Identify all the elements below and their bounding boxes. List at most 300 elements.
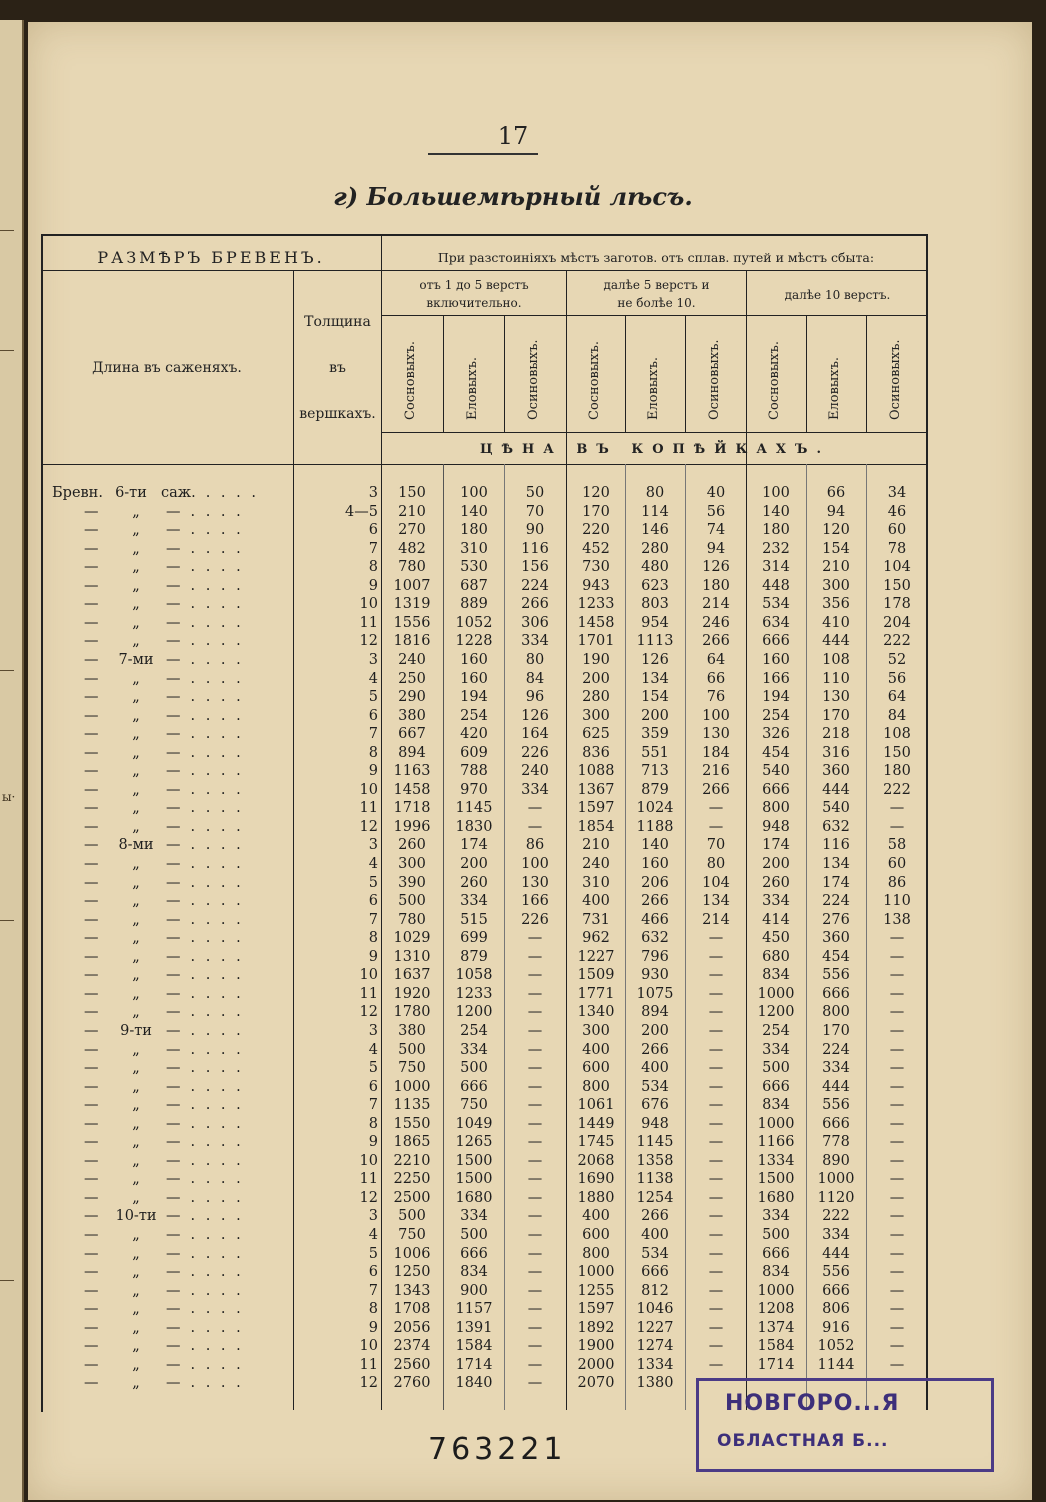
price-cell: 80 [706,856,726,872]
price-cell: 100 [762,485,790,501]
length-tail: — [166,633,181,650]
price-cell: — [527,1301,543,1318]
price-cell: 290 [398,689,426,706]
price-cell: 800 [582,1078,610,1095]
price-cell: 1334 [757,1152,795,1169]
price-cell: 836 [582,744,610,761]
length-value: „ [132,1115,140,1132]
length-lead: — [84,577,99,594]
length-tail: — [166,930,181,947]
thickness-cell: 11 [359,614,378,631]
length-value: „ [132,1375,140,1392]
price-cell: 500 [398,1208,426,1225]
price-cell: 666 [762,1245,790,1262]
price-cell: 1000 [577,1264,615,1281]
price-cell: 334 [822,1060,850,1077]
price-cell: 625 [582,726,610,743]
length-value: „ [132,1134,140,1151]
length-tail: — [166,781,181,798]
price-cell: — [889,1356,905,1373]
price-cell: — [708,985,724,1002]
price-cell: 2070 [577,1375,615,1392]
price-cell: 214 [702,596,730,613]
length-tail: — [166,1227,181,1243]
price-cell: 1166 [757,1134,795,1151]
price-cell: 1458 [577,614,615,631]
leader-dots: . . . . [190,614,244,631]
table-row [28,688,928,707]
length-value: „ [132,1171,140,1188]
price-cell: 1200 [455,1004,493,1021]
price-cell: 154 [822,540,850,557]
price-cell: 266 [641,893,669,910]
table-row [28,1041,928,1060]
thickness-cell: 7 [368,726,378,743]
thickness-cell: 5 [368,689,378,706]
price-cell: 170 [822,1022,850,1039]
price-cell: 334 [460,1041,488,1058]
price-cell: 356 [822,596,850,613]
leader-dots: . . . . [190,818,244,835]
price-cell: 390 [398,874,426,891]
table-row [28,874,928,893]
leader-dots: . . . . [190,1319,244,1336]
length-cell [52,1319,292,1338]
leader-dots: . . . . [190,522,244,539]
leader-dots: . . . . [190,1189,244,1206]
price-cell: 788 [460,763,488,780]
thickness-cell: 11 [359,800,378,817]
price-cell: 334 [460,1208,488,1225]
price-cell: 1374 [757,1319,795,1336]
price-cell: — [527,1060,543,1077]
price-cell: 266 [521,596,549,613]
price-cell: 359 [641,726,669,743]
thickness-cell: 8 [368,930,378,947]
price-cell: 1120 [817,1189,855,1206]
price-cell: 226 [521,911,549,928]
price-cell: 1367 [577,781,615,798]
price-cell: 52 [887,651,907,668]
price-cell: — [708,1134,724,1151]
length-value: „ [132,707,140,724]
length-lead: — [84,763,99,780]
length-cell [52,1003,292,1022]
length-lead: — [84,1097,99,1114]
table-row [28,1003,928,1022]
price-cell: 1200 [757,1004,795,1021]
price-cell: 1007 [393,577,431,594]
thickness-cell: 12 [359,818,378,835]
price-cell: 1680 [455,1189,493,1206]
price-cell: 556 [822,1264,850,1281]
length-tail: — [166,1004,181,1021]
table-row [28,1096,928,1115]
price-cell: 1144 [817,1356,855,1373]
price-cell: 180 [702,577,730,594]
leader-dots: . . . . [190,837,244,854]
length-tail: — [166,1078,181,1095]
price-cell: 160 [460,670,488,687]
price-cell: 900 [460,1282,488,1299]
price-cell: — [708,818,724,835]
price-cell: — [889,1060,905,1077]
price-cell: 200 [460,856,488,872]
length-tail: — [166,1115,181,1132]
price-cell: 1052 [455,614,493,631]
length-lead: — [84,614,99,631]
thickness-cell: 5 [368,1245,378,1262]
table-row [28,614,928,633]
species-header-2: Еловыхъ. [465,357,480,420]
price-cell: 164 [521,726,549,743]
price-cell: 334 [521,633,549,650]
length-tail: — [166,837,181,854]
price-cell: 948 [762,818,790,835]
length-cell [52,521,292,540]
length-value: „ [132,1338,140,1355]
price-cell: — [889,1134,905,1151]
table-row [28,855,928,874]
price-cell: 334 [762,893,790,910]
length-cell [52,484,292,503]
length-value: „ [132,1097,140,1114]
price-cell: 40 [706,485,726,501]
price-cell: 104 [883,559,911,576]
thickness-cell: 6 [368,707,378,724]
length-tail: — [166,1152,181,1169]
leader-dots: . . . . [190,1282,244,1299]
leader-dots: . . . . [190,1227,244,1243]
price-cell: 534 [762,596,790,613]
price-cell: 1052 [817,1338,855,1355]
length-lead: — [84,781,99,798]
leader-dots: . . . . [205,485,259,501]
species-rule-7 [806,315,807,432]
price-cell: 174 [822,874,850,891]
price-cell: 943 [582,577,610,594]
length-cell [52,911,292,930]
length-cell [52,1133,292,1152]
length-value: „ [132,800,140,817]
length-cell [52,892,292,911]
price-cell: 138 [883,911,911,928]
range-1-line2: включительно. [426,296,522,310]
price-cell: — [527,1208,543,1225]
header-rule-bottom [41,464,928,465]
price-cell: 126 [521,707,549,724]
price-cell: 360 [822,930,850,947]
price-cell: 666 [762,1078,790,1095]
price-cell: 1854 [577,818,615,835]
leader-dots: . . . . [190,1245,244,1262]
price-cell: 466 [641,911,669,928]
price-cell: 334 [822,1227,850,1243]
price-cell: — [527,1115,543,1132]
price-cell: 687 [460,577,488,594]
thickness-cell: 4 [368,1227,378,1243]
price-cell: — [889,1078,905,1095]
length-tail: — [166,559,181,576]
price-cell: 166 [521,893,549,910]
price-cell: 184 [702,744,730,761]
price-cell: 666 [822,1282,850,1299]
price-cell: 1449 [577,1115,615,1132]
price-cell: 534 [641,1245,669,1262]
price-cell: 420 [460,726,488,743]
leader-dots: . . . . [190,1060,244,1077]
price-cell: — [527,1319,543,1336]
length-tail: — [166,1264,181,1281]
price-cell: 174 [460,837,488,854]
price-cell: 232 [762,540,790,557]
length-value: 8-ми [118,837,154,854]
length-value: „ [132,1264,140,1281]
price-cell: 806 [822,1301,850,1318]
price-cell: 200 [641,707,669,724]
previous-page-edge [0,20,24,1502]
table-row [28,577,928,596]
length-cell [52,929,292,948]
price-cell: 130 [521,874,549,891]
length-value: „ [132,522,140,539]
length-cell [52,744,292,763]
price-cell: 134 [822,856,850,872]
length-value: „ [132,1152,140,1169]
length-value: „ [132,1041,140,1058]
thickness-cell: 4—5 [345,503,378,520]
price-cell: 310 [582,874,610,891]
length-value: „ [132,596,140,613]
species-header-9: Осиновыхъ. [888,339,903,420]
price-cell: 500 [460,1227,488,1243]
table-row [28,1245,928,1264]
price-cell: 1265 [455,1134,493,1151]
section-title: г) Большемѣрный лѣсъ. [333,182,693,211]
price-cell: 1334 [636,1356,674,1373]
length-lead: — [84,856,99,872]
table-row [28,1115,928,1134]
price-cell: 1996 [393,818,431,835]
table-row [28,966,928,985]
leader-dots: . . . . [190,689,244,706]
price-cell: — [708,800,724,817]
length-value: „ [132,1189,140,1206]
leader-dots: . . . . [190,930,244,947]
price-cell: — [889,1301,905,1318]
price-cell: 100 [702,707,730,724]
price-cell: 609 [460,744,488,761]
price-cell: 1637 [393,967,431,984]
price-cell: — [527,967,543,984]
price-cell: 1049 [455,1115,493,1132]
price-cell: 530 [460,559,488,576]
price-cell: 666 [460,1078,488,1095]
table-row [28,1170,928,1189]
price-cell: 334 [762,1041,790,1058]
length-tail: — [166,540,181,557]
thickness-cell: 8 [368,1301,378,1318]
price-cell: 400 [641,1060,669,1077]
leader-dots: . . . . [190,559,244,576]
price-cell: 46 [887,503,907,520]
length-value: „ [132,1319,140,1336]
length-cell [52,1170,292,1189]
page-number-rule [428,153,538,155]
price-cell: 206 [641,874,669,891]
price-cell: — [889,1338,905,1355]
table-row [28,1152,928,1171]
price-cell: 1690 [577,1171,615,1188]
length-tail: — [166,1171,181,1188]
price-cell: 224 [521,577,549,594]
price-cell: — [708,967,724,984]
leader-dots: . . . . [190,1171,244,1188]
table-row [28,1319,928,1338]
price-cell: 2056 [393,1319,431,1336]
price-cell: 2500 [393,1189,431,1206]
price-cell: 380 [398,707,426,724]
price-cell: — [889,930,905,947]
leader-dots: . . . . [190,1264,244,1281]
table-row [28,670,928,689]
species-rule-5 [685,315,686,432]
header-length: Длина въ саженяхъ. [92,360,242,376]
leader-dots: . . . . [190,874,244,891]
price-cell: 1088 [577,763,615,780]
price-cell: — [889,967,905,984]
thickness-cell: 12 [359,1004,378,1021]
length-value: „ [132,1301,140,1318]
price-cell: 676 [641,1097,669,1114]
length-value: „ [132,726,140,743]
length-lead: — [84,837,99,854]
leader-dots: . . . . [190,1041,244,1058]
price-cell: — [708,1282,724,1299]
price-cell: — [889,1227,905,1243]
length-value: „ [132,559,140,576]
length-cell [52,1356,292,1375]
price-cell: 1046 [636,1301,674,1318]
price-cell: 160 [460,651,488,668]
length-cell [52,966,292,985]
header-distance: При разстоиніяхъ мѣстъ заготов. отъ сплав. путей и мѣстъ сбыта: [437,250,875,265]
length-lead: — [84,540,99,557]
leader-dots: . . . . [190,1375,244,1392]
length-value: „ [132,874,140,891]
table-row [28,651,928,670]
price-cell: 1892 [577,1319,615,1336]
price-cell: — [708,1004,724,1021]
price-cell: 380 [398,1022,426,1039]
price-cell: 130 [822,689,850,706]
price-cell: 246 [702,614,730,631]
length-value: „ [132,1004,140,1021]
length-value: 7-ми [118,651,154,668]
leader-dots: . . . . [190,911,244,928]
length-lead: — [84,1208,99,1225]
thickness-cell: 4 [368,856,378,872]
price-cell: 1584 [757,1338,795,1355]
length-cell [52,1337,292,1356]
length-cell [52,948,292,967]
price-cell: 1000 [757,1115,795,1132]
price-cell: 1255 [577,1282,615,1299]
thickness-cell: 3 [368,651,378,668]
price-cell: 170 [822,707,850,724]
price-cell: 962 [582,930,610,947]
table-row [28,1300,928,1319]
price-cell: 666 [822,985,850,1002]
price-cell: — [889,1152,905,1169]
price-cell: 1000 [393,1078,431,1095]
length-value: „ [132,1060,140,1077]
length-tail: — [166,1282,181,1299]
price-cell: 224 [822,1041,850,1058]
table-row [28,540,928,559]
price-cell: 1227 [636,1319,674,1336]
price-cell: 1113 [636,633,674,650]
length-lead: — [84,1022,99,1039]
leader-dots: . . . . [190,633,244,650]
table-row [28,781,928,800]
price-cell: 180 [883,763,911,780]
price-cell: — [527,1078,543,1095]
price-cell: 1145 [636,1134,674,1151]
length-value: 9-ти [120,1022,152,1039]
length-lead: — [84,911,99,928]
price-cell: 240 [398,651,426,668]
price-cell: 500 [762,1060,790,1077]
length-value: 6-ти [115,485,147,501]
price-cell: 1701 [577,633,615,650]
price-cell: 500 [762,1227,790,1243]
length-cell [52,577,292,596]
length-cell [52,985,292,1004]
length-lead: — [84,1134,99,1151]
price-cell: 1310 [393,948,431,965]
price-cell: — [527,948,543,965]
price-cell: — [527,1338,543,1355]
table-row [28,595,928,614]
price-cell: 834 [460,1264,488,1281]
leader-dots: . . . . [190,1097,244,1114]
price-cell: 266 [641,1208,669,1225]
price-cell: 444 [822,1245,850,1262]
price-cell: 666 [641,1264,669,1281]
length-value: „ [132,781,140,798]
length-lead: — [84,1115,99,1132]
length-lead: — [84,596,99,613]
price-cell: 1227 [577,948,615,965]
price-cell: 2210 [393,1152,431,1169]
price-cell: 778 [822,1134,850,1151]
price-cell: — [527,1227,543,1243]
price-cell: 276 [822,911,850,928]
range-2-line2: не болѣе 10. [617,296,696,310]
price-cell: 1233 [455,985,493,1002]
price-cell: 146 [641,522,669,539]
price-cell: — [889,1004,905,1021]
length-value: „ [132,856,140,872]
length-tail: — [166,577,181,594]
price-cell: 454 [822,948,850,965]
price-cell: 666 [762,781,790,798]
length-tail: — [166,911,181,928]
table-row [28,1189,928,1208]
leader-dots: . . . . [190,726,244,743]
table-row [28,1263,928,1282]
